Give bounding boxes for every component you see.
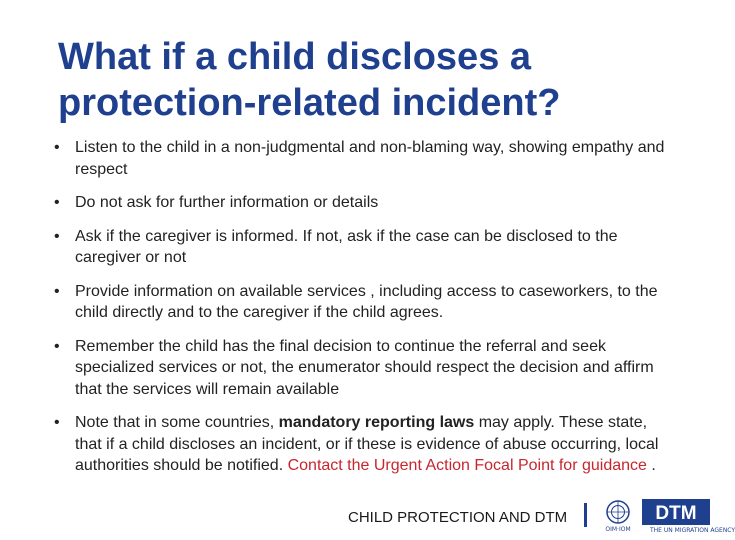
bullet-text-part1: Note that in some countries, <box>75 414 279 431</box>
bullet-dot: • <box>54 227 60 245</box>
title-line-1: What if a child discloses a <box>58 36 532 78</box>
mandatory-reporting-laws-text: mandatory reporting laws <box>278 414 475 431</box>
bullet-text: Provide information on available services , including access to caseworkers, to the child directly and to the caregiver if the child agrees. <box>75 282 658 321</box>
footer-label: CHILD PROTECTION AND DTM <box>348 509 568 526</box>
contact-focal-point-text: Contact the Urgent Action Focal Point for guidance <box>287 457 647 474</box>
bullet-item <box>54 336 674 401</box>
footer-divider <box>584 503 587 527</box>
bullet-list <box>54 137 674 489</box>
bullet-dot: • <box>54 282 60 300</box>
bullet-item <box>54 281 674 324</box>
bullet-text: Remember the child has the final decision to continue the referral and seek specialized services or not, the enumerator should respect the decision and affirm that the services will remain available <box>75 337 654 398</box>
bullet-text: Do not ask for further information or details <box>75 194 379 211</box>
bullet-text: Ask if the caregiver is informed. If not, ask if the case can be disclosed to the caregiver or not <box>75 227 618 266</box>
slide-title <box>58 34 698 126</box>
bullet-item <box>54 226 674 269</box>
dtm-logo-text: DTM <box>655 503 697 524</box>
bullet-text-part2: may apply. These state, that if a child discloses an incident, or if these is evidence of abuse occurring, local authorities should be notified. <box>75 414 659 474</box>
bullet-dot: • <box>54 139 60 156</box>
bullet-dot: • <box>54 194 60 211</box>
bullet-item <box>54 192 674 214</box>
un-emblem-icon <box>605 501 630 533</box>
bullet-item-mandatory-reporting <box>54 412 674 477</box>
bullet-text-end: . <box>646 457 656 474</box>
title-line-2: protection-related incident? <box>58 82 561 124</box>
logo-org-text: OIM·IOM <box>605 526 631 533</box>
bullet-dot: • <box>54 414 60 431</box>
logo-caption: THE UN MIGRATION AGENCY <box>650 527 735 534</box>
bullet-text: Listen to the child in a non-judgmental and non-blaming way, showing empathy and respect <box>75 139 665 178</box>
bullet-dot: • <box>54 337 60 355</box>
bullet-item <box>54 137 674 180</box>
